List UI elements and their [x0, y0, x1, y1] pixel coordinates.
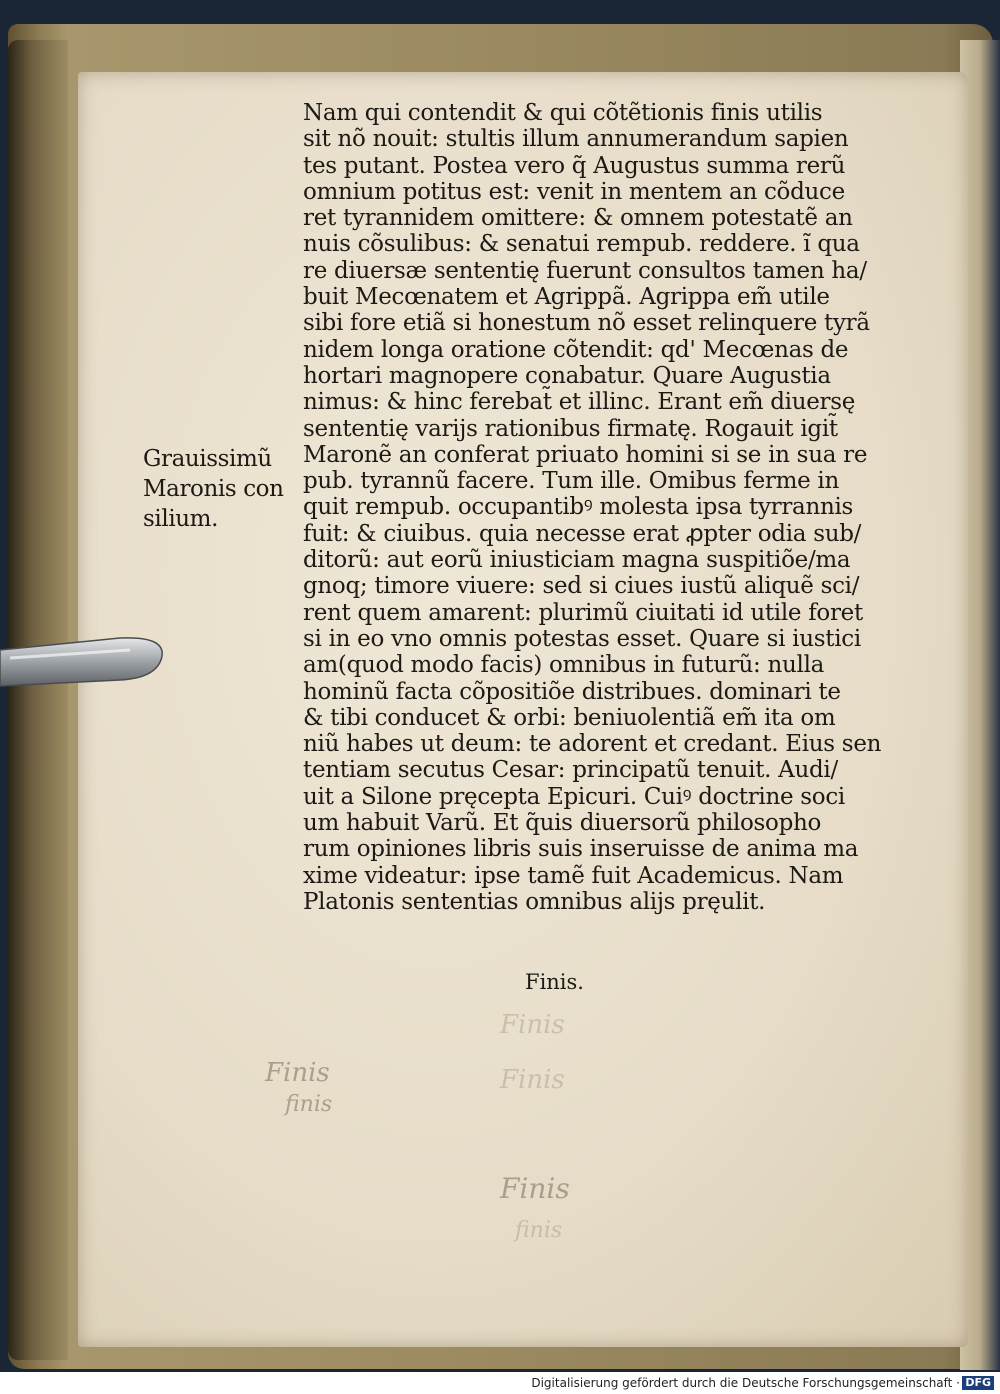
text-line: xime videatur: ipse tamẽ fuit Academicus. Nam	[303, 862, 844, 889]
footer-bar	[0, 1372, 1000, 1394]
text-line: Platonis sententias omnibus alijs pręulit.	[303, 888, 766, 915]
book-spine	[8, 40, 68, 1360]
text-line: nuis cõsulibus: & senatui rempub. reddere. ĩ qua	[303, 231, 860, 258]
text-line: am(quod modo facis) omnibus in futurũ: nulla	[303, 652, 825, 679]
pencil-annotation: Finis	[500, 1065, 565, 1095]
text-line: pub. tyrannũ facere. Tum ille. Omibus ferme in	[303, 468, 839, 495]
text-line: um habuit Varũ. Et q̃uis diuersorũ philosopho	[303, 810, 822, 837]
dfg-logo: DFG	[962, 1376, 994, 1390]
text-line: ret tyrannidem omittere: & omnem potestatẽ an	[303, 205, 853, 232]
text-line: fuit: & ciuibus. quia necesse erat ꝓpter odia sub/	[303, 520, 862, 547]
text-line: sententię varijs rationibus firmatę. Rogauit igit̃	[303, 415, 838, 442]
main-text-block	[303, 100, 883, 915]
text-line: sibi fore etiã si honestum nõ esset relinquere tyrã	[303, 310, 870, 337]
text-line: uit a Silone pręcepta Epicuri. Cuiꝰ doctrine soci	[303, 783, 845, 810]
text-line: hominũ facta cõpositiõe distribues. dominari te	[303, 678, 841, 705]
text-line: Maronẽ an conferat priuato homini si se in sua re	[303, 441, 868, 468]
pencil-annotation: Finis	[265, 1058, 330, 1088]
text-line: buit Mecœnatem et Agrippã. Agrippa em̃ utile	[303, 284, 830, 311]
text-line: re diuersæ sententię fuerunt consultos tamen ha/	[303, 257, 867, 284]
text-line: omnium potitus est: venit in mentem an cõduce	[303, 178, 845, 205]
text-line: gnoq; timore viuere: sed si ciues iustũ aliquẽ sci/	[303, 573, 860, 600]
text-line: nidem longa oratione cõtendit: qd' Mecœnas de	[303, 336, 849, 363]
footer-credit: Digitalisierung gefördert durch die Deutsche Forschungsgemeinschaft ·	[531, 1376, 960, 1390]
text-line: tentiam secutus Cesar: principatũ tenuit. Audi/	[303, 757, 838, 784]
margin-note-line: Maronis con	[143, 476, 284, 502]
text-line: si in eo vno omnis potestas esset. Quare si iustici	[303, 625, 861, 652]
margin-note-line: Grauissimũ	[143, 446, 272, 472]
text-line: tes putant. Postea vero q̃ Augustus summa rerũ	[303, 152, 846, 179]
metal-clip-icon	[0, 628, 170, 688]
margin-note-line: silium.	[143, 506, 219, 532]
text-line: hortari magnopere conabatur. Quare Augustia	[303, 362, 831, 389]
text-line: rent quem amarent: plurimũ ciuitati id utile foret	[303, 599, 863, 626]
text-line: sit nõ nouit: stultis illum annumerandum sapien	[303, 126, 849, 153]
finis-colophon: Finis.	[525, 970, 584, 994]
pencil-annotation: Finis	[500, 1010, 565, 1040]
margin-note	[143, 444, 303, 534]
text-line: ditorũ: aut eorũ iniusticiam magna suspitiõe/ma	[303, 547, 851, 574]
text-line: nimus: & hinc ferebat̃ et illinc. Erant em̃ diuersę	[303, 389, 856, 416]
text-line: Nam qui contendit & qui cõtẽtionis finis utilis	[303, 100, 823, 126]
text-line: quit rempub. occupantibꝰ molesta ipsa tyrrannis	[303, 494, 854, 521]
pencil-annotation: Finis	[500, 1172, 570, 1205]
text-line: & tibi conducet & orbi: beniuolentiã em̃ ita om	[303, 704, 836, 731]
pencil-annotation: finis	[515, 1218, 563, 1243]
text-line: rum opiniones libris suis inseruisse de anima ma	[303, 836, 859, 863]
pencil-annotation: finis	[285, 1092, 333, 1117]
text-line: niũ habes ut deum: te adorent et credant. Eius sen	[303, 731, 882, 758]
